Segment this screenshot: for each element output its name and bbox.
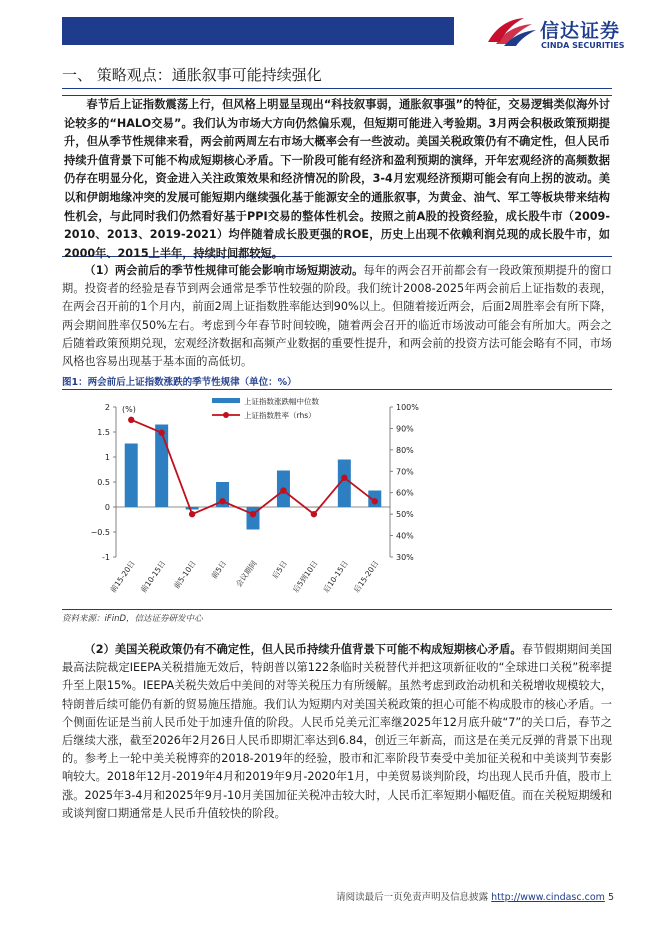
seasonality-chart xyxy=(62,392,612,607)
right-tick-label: 40% xyxy=(396,531,414,541)
page-footer xyxy=(336,889,614,903)
paragraph-body: 春节假期期间美国最高法院裁定IEEPA关税措施无效后，特朗普以第122条临时关税替代并把这项新征收的“全球进口关税”税率提升至上限15%。IEEPA关税失效后中美间的对等关税压力有所缓解。虽然考虑到政治动机和关税增收规模较大，特朗普后续可能仍有新的贸易施压措施。我们认为短期内对美国关税政策的担心可能不构成股市的核心矛盾。一个侧面佐证是当前人民币处于加速升值的阶段。人民币兑美元汇率继2025年12月底升破“7”的关口后，春节之后继续大涨，截至2026年2月26日人民币即期汇率达到6.84，创近三年新高，而这是在美元反弹的背景下出现的。参考上一轮中美关税博弈的2018-2019年的经验，股市和汇率阶段节奏受中美加征关税和中美谈判节奏影响较大。2018年12月-2019年4月和2019年9月-2020年1月，中美贸易谈判阶段，均出现人民币升值，股市上涨。2025年3-4月和2025年9月-10月美国加征关税冲击较大时，人民币汇率短期小幅贬值。而在关税短期缓和或谈判窗口期通常是人民币升值较快的阶段。 xyxy=(62,643,612,820)
category-label: 后5日 xyxy=(270,558,290,581)
right-tick-label: 70% xyxy=(396,467,414,477)
left-tick-label: 2 xyxy=(104,403,110,412)
summary-text: 春节后上证指数震荡上行，但风格上明显呈现出“科技叙事弱，通胀叙事强”的特征，交易逻辑类似海外讨论较多的“HALO交易”。我们认为市场大方向仍然偏乐观，但短期可能进入考验期。3月两会积极政策预期提升，但从季节性规律来看，两会前两周左右市场大概率会有一些波动。美国关税政策仍有不确定性，但人民币持续升值背景下可能不构成短期核心矛盾。下一阶段可能有经济和盈利预期的演绎，开年宏观经济的高频数据仍存在明显分化，资金进入关注政策效果和经济情况的阶段，3-4月宏观经济预期可能会有向上拐的波动。美以和伊朗地缘冲突的发展可能短期内继续强化基于能源安全的通胀叙事，为黄金、油气、军工等板块带来结构性机会，与此同时我们仍然看好基于PPI交易的整体性机会。按照之前A股的投资经验，成长股牛市（2009-2010、2013、2019-2021）均伴随着成长股更强的ROE，历史上出现不依赖利润兑现的成长股牛市，如2000年、2015上半年，持续时间都较短。 xyxy=(64,98,610,260)
footer-link[interactable]: http://www.cindasc.com xyxy=(491,892,605,903)
footer-notice: 请阅读最后一页免责声明及信息披露 xyxy=(336,892,489,903)
header-bar xyxy=(62,17,454,45)
right-tick-label: 80% xyxy=(396,445,414,455)
category-label: 后10-15日 xyxy=(321,558,350,595)
bar xyxy=(186,507,199,510)
bar xyxy=(155,425,168,508)
win-rate-point xyxy=(280,487,286,493)
summary-box xyxy=(62,95,612,260)
section-divider xyxy=(62,88,612,89)
figure-source: 资料来源：iFinD，信达证券研发中心 xyxy=(62,614,203,624)
left-tick-label: 0.5 xyxy=(97,478,110,487)
category-label: 前5-10日 xyxy=(172,558,198,591)
category-label: 前5日 xyxy=(209,558,229,581)
right-tick-label: 30% xyxy=(396,553,414,562)
paragraph-tariff xyxy=(62,641,612,823)
win-rate-point xyxy=(372,498,378,504)
left-tick-label: 1.5 xyxy=(97,428,110,437)
right-tick-label: 100% xyxy=(396,403,419,412)
right-tick-label: 90% xyxy=(396,424,414,434)
win-rate-point xyxy=(311,511,317,517)
left-axis-unit: (%) xyxy=(122,405,136,414)
paragraph-lead: （2）美国关税政策仍有不确定性，但人民币持续升值背景下可能不构成短期核心矛盾。 xyxy=(84,643,522,656)
brand-name-cn: 信达证券 xyxy=(540,20,621,42)
left-tick-label: -1 xyxy=(102,553,110,562)
left-tick-label: 1 xyxy=(104,453,110,462)
left-tick-label: −0.5 xyxy=(90,528,110,537)
brand-logo xyxy=(486,14,636,54)
left-tick-label: 0 xyxy=(104,503,110,512)
category-label: 前10-15日 xyxy=(138,558,168,595)
category-label: 前15-20日 xyxy=(108,558,137,595)
legend-bar-label: 上证指数涨跌幅中位数 xyxy=(244,397,319,406)
paragraph-lead: （1）两会前后的季节性规律可能会影响市场短期波动。 xyxy=(84,264,364,277)
legend-bar-swatch xyxy=(212,398,240,403)
bar xyxy=(125,444,138,508)
category-label: 后15-20日 xyxy=(351,558,381,595)
paragraph-body: 每年的两会召开前都会有一段政策预期提升的窗口期。投资者的经验是春节到两会通常是季节性较强的阶段。我们统计2008-2025年两会前后上证指数的表现，在两会召开前的1个月内，前面2周上证指数胜率能达到90%以上。但随着接近两会，后面2周胜率会有所下降，两会期间胜率仅50%左右。考虑到今年春节时间较晚，随着两会召开的临近市场波动可能会有所加大。两会之后随着政策预期兑现，宏观经济数据和高频产业数据的重要性提升，和两会前的投资方法可能会略有不同，市场风格也容易出现基于基本面的高低切。 xyxy=(62,264,612,369)
win-rate-point xyxy=(158,430,164,436)
win-rate-point xyxy=(341,475,347,481)
win-rate-point xyxy=(250,511,256,517)
right-tick-label: 60% xyxy=(396,488,414,498)
page-number: 5 xyxy=(607,892,614,903)
right-tick-label: 50% xyxy=(396,510,414,520)
brand-name-en: CINDA SECURITIES xyxy=(541,41,625,50)
figure-top-rule xyxy=(62,389,612,390)
section-title: 一、 策略观点：通胀叙事可能持续强化 xyxy=(62,66,322,84)
category-label: 后5到10日 xyxy=(291,558,320,595)
figure-bottom-rule xyxy=(62,609,612,610)
paragraph-seasonality xyxy=(62,262,612,371)
win-rate-point xyxy=(128,417,134,423)
figure-title: 图1：两会前后上证指数涨跌的季节性规律（单位：%） xyxy=(62,377,297,388)
cinda-logo-icon xyxy=(486,16,536,50)
win-rate-point xyxy=(189,511,195,517)
win-rate-point xyxy=(219,498,225,504)
legend-line-label: 上证指数胜率（rhs） xyxy=(244,411,316,420)
category-label: 会议期间 xyxy=(234,558,259,589)
legend-line-marker xyxy=(223,412,229,418)
